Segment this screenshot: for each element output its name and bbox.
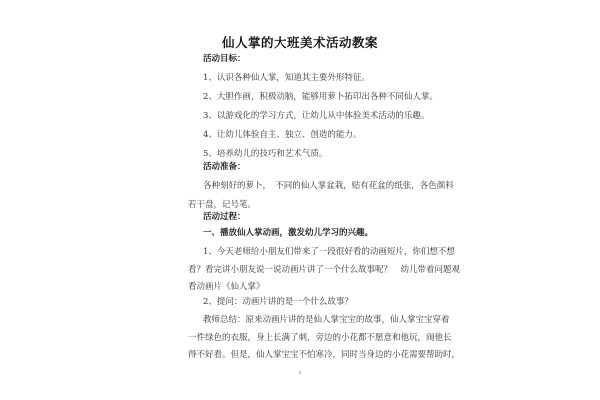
process-para3-line-1: 教师总结：原来动画片讲的是仙人掌宝宝的故事，仙人掌宝宝穿着 xyxy=(203,315,450,325)
preparation-line-2: 若干盘，记号笔。 xyxy=(188,200,257,210)
objective-item-2: 2、大胆作画，积极动脑，能够用萝卜拓印出各种不同仙人掌。 xyxy=(203,92,438,102)
objective-item-5: 5、培养幼儿的技巧和艺术气质。 xyxy=(203,149,328,159)
process-para1-line-3: 看动画片《仙人掌》 xyxy=(188,282,265,292)
objective-item-1: 1、认识各种仙人掌，知道其主要外形特征。 xyxy=(203,73,370,83)
process-heading: 活动过程： xyxy=(203,212,246,222)
process-para1-line-1: 1、今天老师给小朋友们带来了一段很好看的动画短片，你们想不想 xyxy=(203,247,455,257)
objective-item-4: 4、让幼儿体验自主、独立、创造的能力。 xyxy=(203,130,362,140)
preparation-heading: 活动准备： xyxy=(203,162,246,172)
objectives-heading: 活动目标： xyxy=(203,54,246,64)
page-number: 1 xyxy=(298,370,302,376)
process-para1-line-2: 看？看完讲小朋友说一说动画片讲了一个什么故事呢？ 幼儿带着问题观 xyxy=(188,265,461,275)
process-para2: 2、提问：动画片讲的是一个什么故事？ xyxy=(203,297,353,307)
document-title: 仙人掌的大班美术活动教案 xyxy=(221,35,378,50)
section-1-heading: 一、播放仙人掌动画，激发幼儿学习的兴趣。 xyxy=(203,228,374,238)
process-para3-line-2: 一件绿色的衣服，身上长满了刺，旁边的小花都不愿意和他玩，闹他长 xyxy=(188,333,452,343)
objective-item-3: 3、以游戏化的学习方式，让幼儿从中体验美术活动的乐趣。 xyxy=(203,111,430,121)
process-para3-line-3: 得不好看。但是，仙人掌宝宝不怕寒冷，同时当身边的小花需要帮助时， xyxy=(188,350,461,360)
preparation-line-1: 各种刻好的萝卜， 不同的仙人掌盆栽，贴有花盆的纸张，各色颜料 xyxy=(203,181,454,191)
